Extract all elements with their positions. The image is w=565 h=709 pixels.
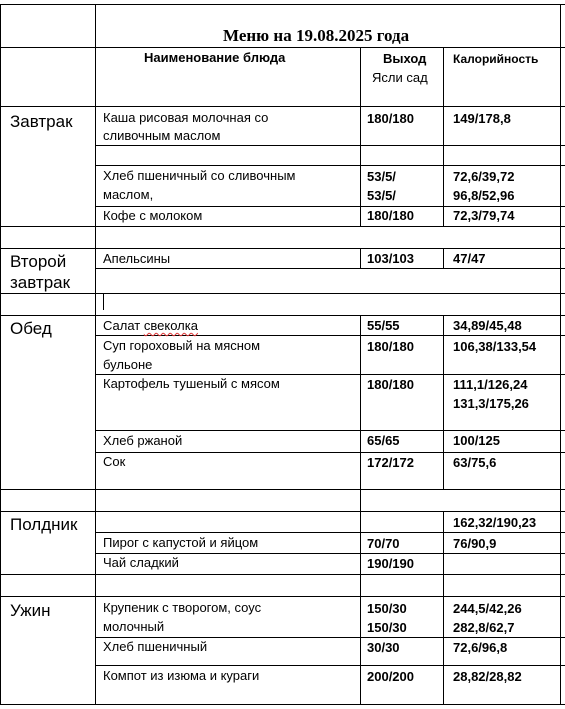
dish-soup-line1: Суп гороховый на мясном — [103, 338, 261, 353]
output-krupenik-2: 150/30 — [367, 620, 407, 635]
grid-line — [360, 47, 361, 226]
calories-oranges: 47/47 — [453, 251, 486, 266]
output-wheat-bread: 30/30 — [367, 640, 400, 655]
output-bread-butter-1: 53/5/ — [367, 169, 396, 184]
dish-coffee: Кофе с молоком — [103, 208, 203, 223]
dish-potato: Картофель тушеный с мясом — [103, 376, 280, 391]
output-soup: 180/180 — [367, 339, 414, 354]
calories-bread-butter-1: 72,6/39,72 — [453, 169, 515, 184]
page-title: Меню на 19.08.2025 года — [223, 26, 410, 45]
output-rye-bread: 65/65 — [367, 433, 400, 448]
grid-line — [0, 704, 565, 705]
meal-second-breakfast-line2: завтрак — [10, 273, 71, 292]
dish-kasha-line1: Каша рисовая молочная со — [103, 110, 269, 125]
calories-pie: 76/90,9 — [453, 536, 497, 551]
dish-wheat-bread: Хлеб пшеничный — [103, 639, 208, 654]
meal-breakfast: Завтрак — [10, 112, 73, 131]
calories-wheat-bread: 72,6/96,8 — [453, 640, 508, 655]
calories-snack-total: 162,32/190,23 — [453, 515, 537, 530]
dish-bread-butter-line2: маслом, — [103, 187, 154, 202]
calories-bread-butter-2: 96,8/52,96 — [453, 188, 515, 203]
dish-krupenik-line1: Крупеник с творогом, соус — [103, 600, 262, 615]
header-output: Выход — [383, 51, 427, 66]
output-krupenik-1: 150/30 — [367, 601, 407, 616]
grid-line — [0, 106, 565, 107]
grid-line — [443, 47, 444, 226]
grid-line — [443, 511, 444, 704]
output-oranges: 103/103 — [367, 251, 414, 266]
dish-kasha-line2: сливочным маслом — [103, 128, 221, 143]
output-juice: 172/172 — [367, 455, 414, 470]
output-compote: 200/200 — [367, 669, 414, 684]
grid-line — [443, 248, 444, 268]
calories-kasha: 149/178,8 — [453, 111, 511, 126]
grid-line — [360, 248, 361, 268]
grid-line — [443, 315, 444, 489]
dish-oranges: Апельсины — [103, 251, 171, 266]
grid-line — [0, 226, 565, 227]
calories-potato-2: 131,3/175,26 — [453, 396, 529, 411]
dish-soup-line2: бульоне — [103, 357, 153, 372]
dish-juice: Сок — [103, 454, 126, 469]
dish-bread-butter-line1: Хлеб пшеничный со сливочным — [103, 168, 296, 183]
dish-tea: Чай сладкий — [103, 555, 179, 570]
grid-line — [0, 596, 565, 597]
output-potato: 180/180 — [367, 377, 414, 392]
output-bread-butter-2: 53/5/ — [367, 188, 396, 203]
output-salad: 55/55 — [367, 318, 400, 333]
text-cursor — [103, 294, 104, 310]
calories-salad: 34,89/45,48 — [453, 318, 522, 333]
grid-line — [95, 4, 96, 705]
header-dish: Наименование блюда — [144, 50, 286, 65]
grid-line — [0, 4, 1, 705]
meal-dinner: Ужин — [10, 601, 51, 620]
grid-line — [0, 489, 565, 490]
calories-krupenik-1: 244,5/42,26 — [453, 601, 522, 616]
calories-coffee: 72,3/79,74 — [453, 208, 515, 223]
calories-compote: 28,82/28,82 — [453, 669, 522, 684]
output-tea: 190/190 — [367, 556, 414, 571]
meal-lunch: Обед — [10, 319, 52, 338]
output-coffee: 180/180 — [367, 208, 414, 223]
calories-rye-bread: 100/125 — [453, 433, 500, 448]
output-kasha: 180/180 — [367, 111, 414, 126]
grid-line — [0, 4, 565, 5]
dish-krupenik-line2: молочный — [103, 619, 165, 634]
meal-snack: Полдник — [10, 515, 78, 534]
dish-salad-name: свеколка — [143, 318, 198, 333]
grid-line — [0, 511, 565, 512]
grid-line — [0, 574, 565, 575]
meal-second-breakfast-line1: Второй — [10, 252, 67, 271]
dish-compote: Компот из изюма и кураги — [103, 668, 260, 683]
grid-line — [0, 293, 565, 294]
grid-line — [560, 4, 561, 704]
dish-salad — [103, 316, 198, 336]
grid-line — [360, 315, 361, 489]
calories-juice: 63/75,6 — [453, 455, 497, 470]
calories-potato-1: 111,1/126,24 — [453, 377, 528, 392]
dish-pie: Пирог с капустой и яйцом — [103, 535, 259, 550]
grid-line — [360, 489, 361, 511]
dish-salad-prefix: Салат — [103, 318, 144, 333]
header-calories: Калорийность — [453, 52, 539, 66]
output-pie: 70/70 — [367, 536, 400, 551]
calories-krupenik-2: 282,8/62,7 — [453, 620, 515, 635]
header-output-sub: Ясли сад — [372, 70, 428, 85]
grid-line — [360, 511, 361, 704]
calories-soup: 106,38/133,54 — [453, 339, 537, 354]
dish-rye-bread: Хлеб ржаной — [103, 433, 183, 448]
